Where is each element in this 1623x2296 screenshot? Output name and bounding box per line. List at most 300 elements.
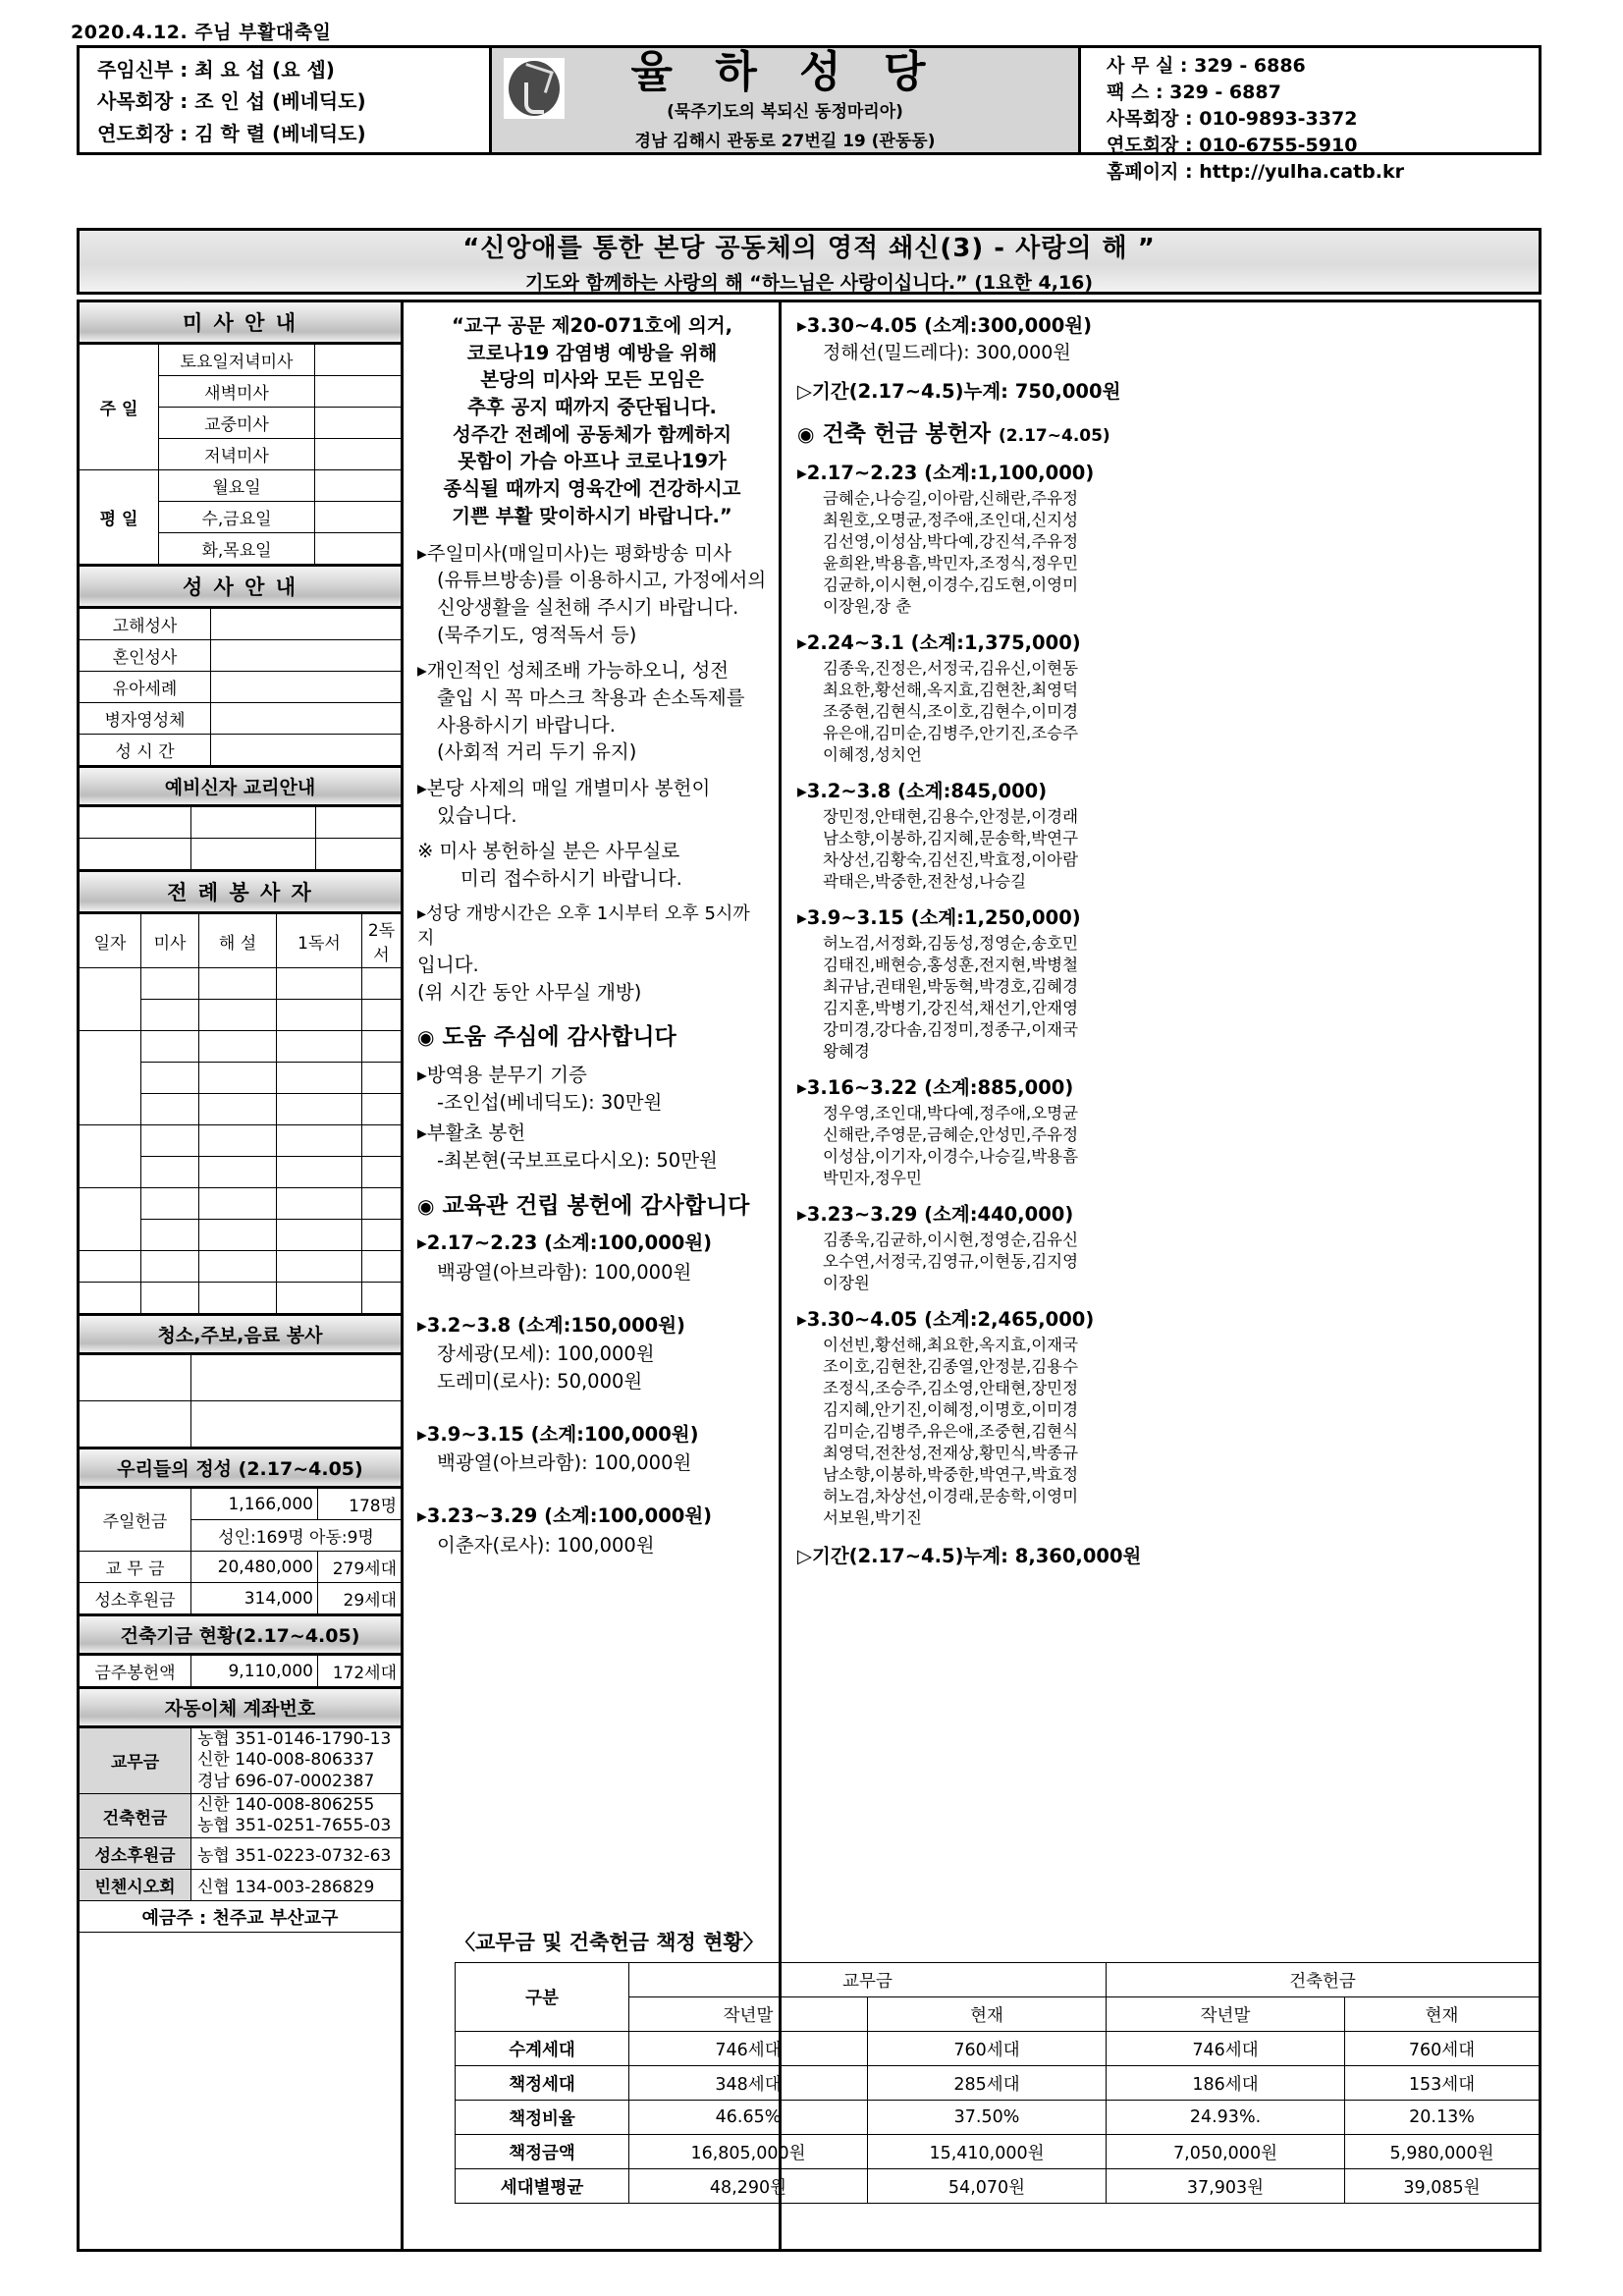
- table-row: [80, 1355, 401, 1401]
- table-row: [80, 968, 401, 1000]
- header-building-lastyear: 작년말: [1107, 1997, 1345, 2032]
- donor-names: [797, 1335, 1525, 1528]
- bullet-text: 미사 봉헌하실 분은 사무실로: [439, 840, 680, 863]
- donor-line: 이혜정,성치언: [823, 745, 922, 765]
- edu-section-title: 교육관 건립 봉헌에 감사합니다: [442, 1192, 750, 1219]
- mass-row-label: 수,금요일: [159, 502, 315, 533]
- donor-names: [797, 488, 1525, 618]
- account-label-vincent: 빈첸시오회: [80, 1870, 191, 1901]
- donation-period: 3.9~3.15 (소계:1,250,000): [806, 906, 1081, 929]
- triangle-outline-icon: ▷: [797, 379, 812, 403]
- table-row: [80, 1793, 401, 1838]
- edu-period: 2.17~2.23 (소계:100,000원): [426, 1231, 713, 1255]
- table-row: [80, 1188, 401, 1220]
- donor-line: 정해선(밀드레다): 300,000원: [823, 342, 1071, 364]
- mass-guide-header: 미 사 안 내: [80, 302, 401, 344]
- table-row: [80, 735, 401, 766]
- mass-row-time: [315, 376, 402, 408]
- quote-line: 본당의 미사와 모든 모임은: [480, 368, 704, 392]
- edu-section-header: [417, 1190, 767, 1223]
- donor-line: 남소향,이봉하,김지혜,문송학,박연구: [823, 829, 1079, 848]
- asterisk-marker-icon: ※: [417, 840, 434, 863]
- bullet-cont: 신앙생활을 실천해 주시기 바랍니다.: [437, 595, 739, 619]
- building-fund-table: [80, 1655, 401, 1687]
- offerings-table: [80, 1488, 401, 1614]
- mass-row-label: 토요일저녁미사: [159, 345, 315, 376]
- quote-line: 성주간 전례에 공동체가 함께하지: [452, 422, 732, 446]
- contact-fax: 팩 스 : 329 - 6887: [1107, 82, 1281, 103]
- circle-bullet-icon: ◉: [417, 1025, 435, 1050]
- church-logo-icon: [504, 58, 565, 119]
- offering-amount: 20,480,000: [191, 1552, 318, 1583]
- sacrament-label: 병자영성체: [80, 703, 211, 735]
- quote-line: 추후 공지 때까지 중단됩니다.: [467, 396, 717, 419]
- donation-period: 2.24~3.1 (소계:1,375,000): [806, 630, 1081, 654]
- account-number: 농협 351-0146-1790-13: [197, 1729, 392, 1749]
- table-row: [80, 1401, 401, 1448]
- table-row: [80, 1031, 401, 1063]
- col-reading-1: 1독서: [277, 914, 362, 968]
- mass-guide-table: [80, 344, 401, 565]
- donor-line: 조이호,김현찬,김종열,안정분,김용수: [823, 1357, 1079, 1377]
- triangle-marker-icon: ▸: [797, 779, 807, 802]
- help-section-header: [417, 1021, 767, 1054]
- quote-line: 종식될 때까지 영육간에 건강하시고: [443, 477, 741, 501]
- mass-row-label: 새벽미사: [159, 376, 315, 408]
- cell-value: 746세대: [629, 2032, 868, 2066]
- donor-line: 김종욱,진정은,서정국,김유신,이현동: [823, 659, 1079, 679]
- bullet-text: 주일미사(매일미사)는 평화방송 미사: [426, 541, 731, 565]
- cell-value: 348세대: [629, 2066, 868, 2101]
- building-donor-group: [797, 1201, 1525, 1294]
- offering-label-vocation: 성소후원금: [80, 1583, 191, 1614]
- slogan-line-2: 기도와 함께하는 사랑의 해 “하느님은 사랑이십니다.” (1요한 4,16): [524, 272, 1094, 294]
- row-label: 책정비율: [456, 2101, 629, 2135]
- cell-value: 37.50%: [868, 2101, 1107, 2135]
- table-row: [80, 1870, 401, 1901]
- catechumen-cell: [80, 839, 191, 870]
- staff-council-chair: 사목회장 : 조 인 섭 (베네딕도): [97, 89, 366, 114]
- donor-names: [797, 933, 1525, 1063]
- cell-value: 24.93%.: [1107, 2101, 1345, 2135]
- help-item-detail: -조인섭(베네딕도): 30만원: [437, 1090, 663, 1114]
- left-column: [80, 302, 404, 2249]
- edu-donor: 도레미(로사): 50,000원: [437, 1370, 643, 1394]
- table-header-row: [80, 914, 401, 968]
- bullet-cont: (유튜브방송)를 이용하시고, 가정에서의: [437, 569, 767, 592]
- slogan-banner: [77, 228, 1542, 295]
- bullet-marker-icon: ▸: [417, 1121, 427, 1145]
- cell-value: 39,085원: [1345, 2169, 1540, 2204]
- notice-bullet: [417, 540, 767, 649]
- donor-names: [797, 806, 1525, 893]
- mass-row-label: 월요일: [159, 470, 315, 502]
- bullet-cont: (사회적 거리 두기 유지): [437, 740, 637, 764]
- contact-homepage[interactable]: 홈페이지 : http://yulha.catb.kr: [1107, 161, 1404, 183]
- masthead-church: [492, 48, 1081, 152]
- grand-total: [797, 1543, 1525, 1569]
- quote-line: 기쁜 부활 맞이하시기 바랍니다.”: [452, 504, 732, 527]
- offering-count: 279세대: [318, 1552, 402, 1583]
- building-fund-label: 금주봉헌액: [80, 1656, 191, 1687]
- sacrament-value: [211, 609, 402, 640]
- donation-period: 3.30~4.05 (소계:300,000원): [806, 314, 1093, 337]
- building-donor-group: [797, 1074, 1525, 1189]
- building-fund-count: 172세대: [318, 1656, 402, 1687]
- bullet-marker-icon: ▸: [417, 777, 427, 799]
- account-number: 신협 134-003-286829: [191, 1870, 402, 1901]
- help-item: [417, 1120, 767, 1174]
- bullet-cont: 출입 시 꼭 마스크 착용과 손소독제를: [437, 685, 745, 709]
- edu-donation-group: [417, 1421, 767, 1477]
- help-section-title: 도움 주심에 감사합니다: [442, 1024, 676, 1051]
- period-subtotal-text: 기간(2.17~4.5)누계: 750,000원: [812, 379, 1121, 403]
- table-row: [456, 2032, 1540, 2066]
- triangle-marker-icon: ▸: [797, 1075, 807, 1099]
- quote-line: 코로나19 감염병 예방을 위해: [466, 341, 718, 364]
- sacrament-label: 고해성사: [80, 609, 211, 640]
- cleaning-table: [80, 1354, 401, 1448]
- sacrament-value: [211, 640, 402, 672]
- donor-line: 강미경,강다솜,김정미,정종구,이재국: [823, 1020, 1079, 1040]
- mass-row-time: [315, 439, 402, 470]
- budget-status-section: [455, 1927, 1540, 2204]
- building-donor-title: 건축 헌금 봉헌자: [822, 420, 992, 447]
- donor-line: 금혜순,나승길,이아람,신해란,주유정: [823, 489, 1079, 509]
- catechumen-table: [80, 806, 401, 870]
- table-row: [80, 345, 401, 376]
- edu-period: 3.2~3.8 (소계:150,000원): [426, 1313, 685, 1337]
- offering-amount: 1,166,000: [191, 1489, 318, 1520]
- sacrament-guide-table: [80, 608, 401, 766]
- cleaning-header: 청소,주보,음료 봉사: [80, 1314, 401, 1354]
- edu-donation-group: [417, 1503, 767, 1558]
- bullet-marker-icon: ▸: [417, 659, 427, 683]
- donor-line: 서보원,박기진: [823, 1507, 922, 1527]
- catechumen-cell: [191, 807, 316, 839]
- triangle-marker-icon: ▸: [417, 1422, 427, 1446]
- cell-value: 285세대: [868, 2066, 1107, 2101]
- edu-period: 3.9~3.15 (소계:100,000원): [426, 1422, 699, 1446]
- account-label-dues: 교무금: [80, 1728, 191, 1794]
- account-number: 농협 351-0223-0732-63: [191, 1838, 402, 1870]
- donor-line: 신해란,주영문,금혜순,안성민,주유정: [823, 1125, 1079, 1145]
- sacrament-label: 성 시 간: [80, 735, 211, 766]
- account-holder: 예금주 : 천주교 부산교구: [80, 1901, 401, 1933]
- donation-period: 3.23~3.29 (소계:440,000): [806, 1202, 1074, 1226]
- bullet-marker-icon: ▸: [417, 1063, 427, 1086]
- donation-period: 2.17~2.23 (소계:1,100,000): [806, 462, 1095, 485]
- catechumen-cell: [80, 807, 191, 839]
- period-subtotal: [797, 378, 1525, 405]
- mass-row-time: [315, 470, 402, 502]
- donor-line: 최영덕,전찬성,전재상,황민식,박종규: [823, 1444, 1079, 1463]
- table-row: [80, 1728, 401, 1794]
- building-fund-amount: 9,110,000: [191, 1656, 318, 1687]
- donor-line: 김종욱,김균하,이시현,정영순,김유신: [823, 1230, 1079, 1250]
- offering-label-dues: 교 무 금: [80, 1552, 191, 1583]
- building-donor-group: [797, 460, 1525, 618]
- building-donor-period: (2.17~4.05): [999, 425, 1110, 446]
- donor-line: 김지훈,박병기,강진석,채선기,안재영: [823, 999, 1079, 1018]
- quote-line: “교구 공문 제20-071호에 의거,: [451, 314, 733, 337]
- building-donor-group: [797, 629, 1525, 766]
- staff-pastor: 주임신부 : 최 요 섭 (요 셉): [97, 57, 335, 82]
- cell-value: 16,805,000원: [629, 2135, 868, 2169]
- cell-value: 46.65%: [629, 2101, 868, 2135]
- budget-status-caption: 〈교무금 및 건축헌금 책정 현황〉: [455, 1931, 764, 1954]
- donor-line: 곽태은,박중한,전찬성,나승길: [823, 872, 1027, 892]
- cell-value: 153세대: [1345, 2066, 1540, 2101]
- donor-line: 박민자,정우민: [823, 1169, 922, 1188]
- help-item: [417, 1062, 767, 1116]
- cell-value: 37,903원: [1107, 2169, 1345, 2204]
- account-number: 신한 140-008-806255: [197, 1794, 375, 1815]
- mass-row-time: [315, 345, 402, 376]
- triangle-marker-icon: ▸: [797, 314, 807, 337]
- donor-line: 김선영,이성삼,박다예,강진석,주유정: [823, 532, 1079, 552]
- help-item-head: 방역용 분무기 기증: [426, 1063, 587, 1086]
- mass-row-time: [315, 502, 402, 533]
- triangle-marker-icon: ▸: [797, 906, 807, 929]
- notice-bullet: [417, 838, 767, 892]
- offering-count: 178명: [318, 1489, 402, 1520]
- masthead-staff: [80, 48, 492, 152]
- cell-value: 760세대: [868, 2032, 1107, 2066]
- row-label: 세대별평균: [456, 2169, 629, 2204]
- cell-value: 5,980,000원: [1345, 2135, 1540, 2169]
- cell-value: 186세대: [1107, 2066, 1345, 2101]
- slogan-line-1: “신앙애를 통한 본당 공동체의 영적 쇄신(3) - 사랑의 해 ”: [462, 234, 1156, 263]
- edu-donor: 이춘자(로사): 100,000원: [437, 1533, 655, 1557]
- mass-group-weekday: 평 일: [80, 470, 159, 565]
- bullet-marker-icon: ▸: [417, 902, 427, 924]
- account-numbers: [191, 1728, 402, 1794]
- contact-prayer-chair: 연도회장 : 010-6755-5910: [1107, 135, 1358, 156]
- cell-value: 54,070원: [868, 2169, 1107, 2204]
- offering-note: 성인:169명 아동:9명: [191, 1520, 402, 1552]
- donor-line: 이장원: [823, 1274, 870, 1293]
- donor-line: 유은애,김미순,김병주,안기진,조승주: [823, 724, 1079, 743]
- table-row: [80, 640, 401, 672]
- help-item-detail: -최본현(국보프로다시오): 50만원: [437, 1148, 718, 1172]
- donation-period: 3.30~4.05 (소계:2,465,000): [806, 1308, 1095, 1332]
- donor-line: 허노검,서정화,김동성,정영순,송호민: [823, 934, 1079, 954]
- bullet-marker-icon: ▸: [417, 541, 427, 565]
- liturgy-servers-table: [80, 913, 401, 1314]
- table-row: [80, 609, 401, 640]
- table-row: [80, 470, 401, 502]
- donor-line: 이선빈,황선해,최요한,옥지효,이재국: [823, 1336, 1079, 1355]
- edu-period: 3.23~3.29 (소계:100,000원): [426, 1504, 713, 1528]
- header-group-dues: 교무금: [629, 1963, 1107, 1997]
- donor-names: [797, 658, 1525, 766]
- table-row: [80, 1489, 401, 1520]
- sacrament-label: 혼인성사: [80, 640, 211, 672]
- building-fund-header: 건축기금 현황(2.17~4.05): [80, 1614, 401, 1655]
- triangle-outline-icon: ▷: [797, 1544, 812, 1567]
- cell-value: 48,290원: [629, 2169, 868, 2204]
- bullet-cont: (묵주기도, 영적독서 등): [437, 623, 637, 646]
- circle-bullet-icon: ◉: [797, 421, 815, 446]
- donor-line: 장민정,안태현,김용수,안정분,이경래: [823, 807, 1079, 827]
- notice-bullet: [417, 775, 767, 829]
- mass-row-label: 저녁미사: [159, 439, 315, 470]
- account-number: 신한 140-008-806337: [197, 1750, 375, 1771]
- church-name: 율 하 성 당: [630, 47, 940, 97]
- donor-names: [797, 1230, 1525, 1294]
- mass-row-label: 교중미사: [159, 408, 315, 439]
- covid-notice-quote: [417, 312, 767, 530]
- donor-line: 차상선,김황숙,김선진,박효정,이아람: [823, 850, 1079, 870]
- donor-line: 김지혜,안기진,이혜정,이명호,이미경: [823, 1400, 1079, 1420]
- sacrament-value: [211, 703, 402, 735]
- table-row: [456, 2135, 1540, 2169]
- contact-office: 사 무 실 : 329 - 6886: [1107, 55, 1306, 77]
- sacrament-value: [211, 672, 402, 703]
- bullet-cont: 입니다.: [417, 953, 479, 976]
- donation-period: 3.16~3.22 (소계:885,000): [806, 1075, 1074, 1099]
- masthead: [77, 45, 1542, 183]
- account-number: 경남 696-07-0002387: [197, 1771, 375, 1791]
- church-patron: (묵주기도의 복되신 동정마리아): [667, 102, 903, 122]
- cell-value: 7,050,000원: [1107, 2135, 1345, 2169]
- catechumen-header: 예비신자 교리안내: [80, 766, 401, 806]
- col-mass: 미사: [141, 914, 199, 968]
- edu-donation-group: [417, 1230, 767, 1285]
- sacrament-guide-header: 성 사 안 내: [80, 565, 401, 608]
- donor-line: 윤희완,박용흠,박민자,조정식,정우민: [823, 554, 1079, 574]
- bullet-text: 성당 개방시간은 오후 1시부터 오후 5시까지: [417, 902, 750, 950]
- account-label-vocation: 성소후원금: [80, 1838, 191, 1870]
- table-row: [80, 1125, 401, 1157]
- triangle-marker-icon: ▸: [417, 1231, 427, 1255]
- row-label: 책정금액: [456, 2135, 629, 2169]
- mass-group-sunday: 주 일: [80, 345, 159, 470]
- building-donor-group: [797, 904, 1525, 1063]
- building-donor-group: [797, 1306, 1525, 1529]
- offering-count: 29세대: [318, 1583, 402, 1614]
- budget-status-table: [455, 1962, 1540, 2204]
- table-row: [80, 1838, 401, 1870]
- donor-line: 남소향,이봉하,박중한,박연구,박효정: [823, 1465, 1079, 1484]
- edu-donor: 백광열(아브라함): 100,000원: [437, 1451, 692, 1475]
- offering-amount: 314,000: [191, 1583, 318, 1614]
- donation-period: 3.2~3.8 (소계:845,000): [806, 779, 1048, 802]
- help-item-head: 부활초 봉헌: [426, 1121, 526, 1145]
- sacrament-label: 유아세례: [80, 672, 211, 703]
- header-building-current: 현재: [1345, 1997, 1540, 2032]
- edu-donor: 백광열(아브라함): 100,000원: [437, 1260, 692, 1284]
- donor-line: 조중현,김현식,조이호,김현수,이미경: [823, 702, 1079, 722]
- donor-line: 이성삼,이기자,이경수,나승길,박용흠: [823, 1147, 1079, 1167]
- catechumen-cell: [316, 807, 402, 839]
- bullet-cont: 사용하시기 바랍니다.: [437, 713, 616, 737]
- contact-council-chair: 사목회장 : 010-9893-3372: [1107, 108, 1358, 130]
- donor-line: 조정식,조승주,김소영,안태현,장민정: [823, 1379, 1079, 1398]
- mass-row-label: 화,목요일: [159, 533, 315, 565]
- church-address: 경남 김해시 관동로 27번길 19 (관동동): [634, 132, 936, 151]
- row-label: 책정세대: [456, 2066, 629, 2101]
- table-row: [80, 807, 401, 839]
- donor-line: 정우영,조인대,박다예,정주애,오명균: [823, 1104, 1079, 1123]
- table-row: [80, 839, 401, 870]
- row-label: 수계세대: [456, 2032, 629, 2066]
- table-row: [456, 2169, 1540, 2204]
- bullet-text: 개인적인 성체조배 가능하오니, 성전: [426, 659, 730, 683]
- bullet-cont: 있습니다.: [437, 803, 517, 827]
- account-numbers: [191, 1793, 402, 1838]
- offerings-header: 우리들의 정성 (2.17~4.05): [80, 1448, 401, 1488]
- table-row: [80, 1251, 401, 1283]
- building-donor-group: [797, 312, 1525, 366]
- triangle-marker-icon: ▸: [797, 462, 807, 485]
- cell-value: 760세대: [1345, 2032, 1540, 2066]
- donor-line: 오수연,서정국,김영규,이현동,김지영: [823, 1252, 1079, 1272]
- grand-total-text: 기간(2.17~4.5)누계: 8,360,000원: [812, 1544, 1142, 1567]
- cell-value: 746세대: [1107, 2032, 1345, 2066]
- building-donor-group: [797, 778, 1525, 893]
- table-row: [456, 2101, 1540, 2135]
- donor-line: 최원호,오명균,정주애,조인대,신지성: [823, 511, 1079, 530]
- account-label-building: 건축헌금: [80, 1793, 191, 1838]
- auto-transfer-table: [80, 1727, 401, 1933]
- header-category: 구분: [456, 1963, 629, 2032]
- donor-line: 왕혜경: [823, 1041, 870, 1061]
- donor-names: [797, 1103, 1525, 1189]
- masthead-contacts: [1081, 48, 1539, 183]
- offering-label-sunday: 주일헌금: [80, 1489, 191, 1552]
- catechumen-cell: [191, 839, 316, 870]
- triangle-marker-icon: ▸: [417, 1504, 427, 1528]
- header-dues-current: 현재: [868, 1997, 1107, 2032]
- table-row: [80, 1656, 401, 1687]
- header-group-building: 건축헌금: [1107, 1963, 1540, 1997]
- cell-value: 15,410,000원: [868, 2135, 1107, 2169]
- table-row: [80, 1283, 401, 1314]
- edu-donation-group: [417, 1312, 767, 1395]
- header-dues-lastyear: 작년말: [629, 1997, 868, 2032]
- sacrament-value: [211, 735, 402, 766]
- auto-transfer-header: 자동이체 계좌번호: [80, 1687, 401, 1727]
- donor-line: 최규남,권태원,박동혁,박경호,김혜경: [823, 977, 1079, 997]
- col-reading-2: 2독서: [362, 914, 402, 968]
- donor-line: 이장원,장 춘: [823, 597, 912, 617]
- dateline: 2020.4.12. 주님 부활대축일: [71, 22, 332, 43]
- mass-row-time: [315, 408, 402, 439]
- table-row: [456, 2066, 1540, 2101]
- triangle-marker-icon: ▸: [797, 1308, 807, 1332]
- donor-line: 김균하,이시현,이경수,김도현,이영미: [823, 575, 1079, 595]
- triangle-marker-icon: ▸: [417, 1313, 427, 1337]
- catechumen-cell: [316, 839, 402, 870]
- building-donor-header: [797, 418, 1525, 450]
- table-row: [80, 703, 401, 735]
- col-commentary: 해 설: [199, 914, 277, 968]
- table-row: [80, 1901, 401, 1933]
- account-number: 농협 351-0251-7655-03: [197, 1816, 392, 1835]
- triangle-marker-icon: ▸: [797, 630, 807, 654]
- col-date: 일자: [80, 914, 141, 968]
- table-row: [80, 672, 401, 703]
- donor-line: 허노검,차상선,이경래,문송학,이영미: [823, 1486, 1079, 1505]
- mass-row-time: [315, 533, 402, 565]
- donor-line: 김미순,김병주,유은애,조중현,김현식: [823, 1422, 1079, 1442]
- donor-line: 김태진,배현승,홍성훈,전지현,박병철: [823, 956, 1079, 975]
- staff-prayer-chair: 연도회장 : 김 학 렬 (베네딕도): [97, 122, 366, 146]
- quote-line: 못함이 가슴 아프나 코로나19가: [458, 450, 727, 473]
- notice-bullet: [417, 902, 767, 1006]
